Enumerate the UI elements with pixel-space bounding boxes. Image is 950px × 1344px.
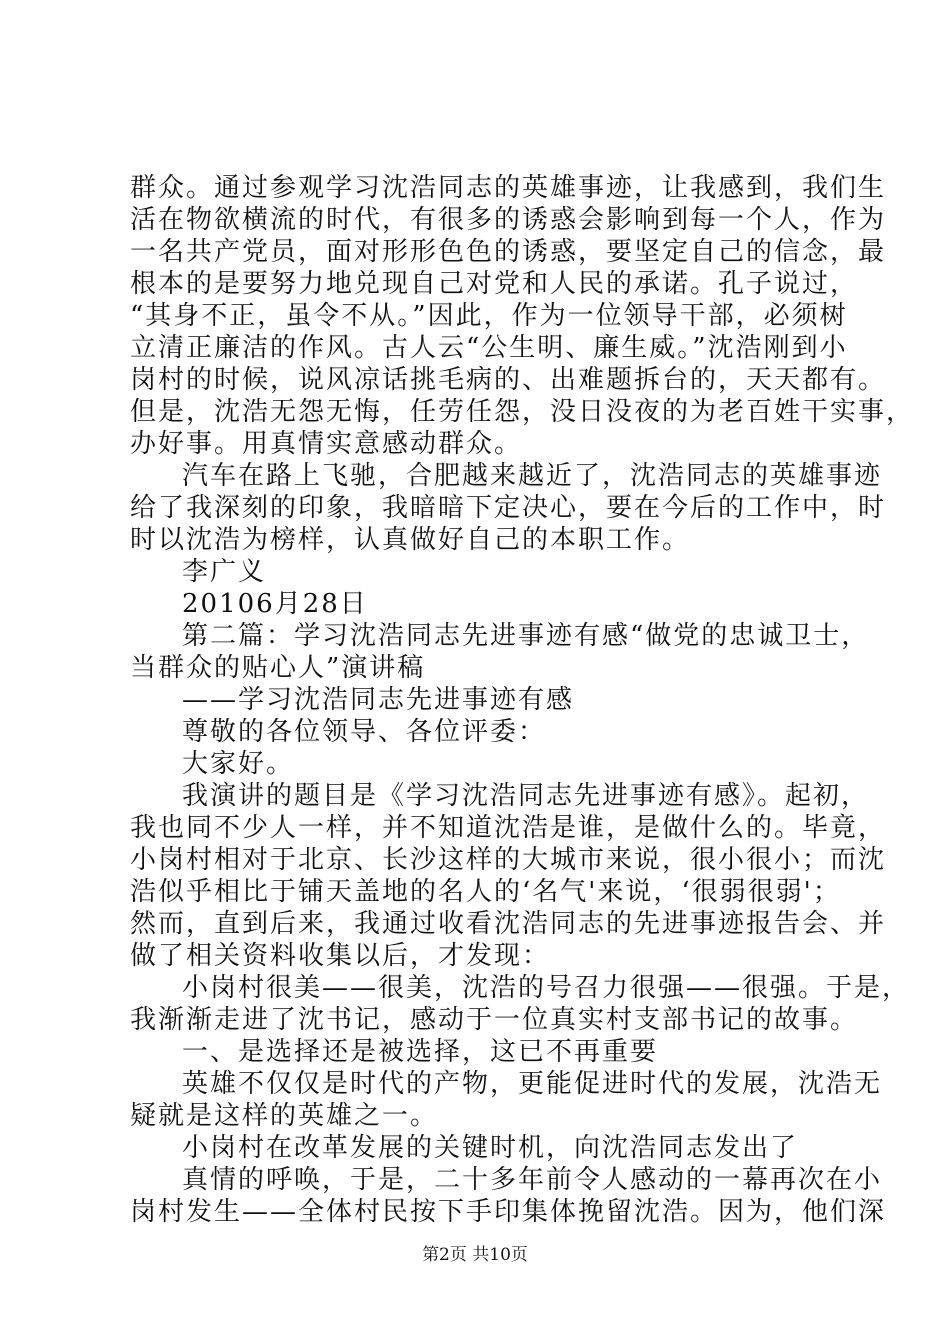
text-line: 一名共产党员，面对形形色色的诱惑，要坚定自己的信念，最 <box>130 237 887 267</box>
text-line: 立清正廉洁的作风。古人云“公生明、廉生威。”沈浩刚到小 <box>130 333 848 363</box>
text-line: 英雄不仅仅是时代的产物，更能促进时代的发展，沈浩无 <box>182 1069 883 1099</box>
text-line: 办好事。用真情实意感动群众。 <box>130 429 523 459</box>
text-line: 岗村的时候，说风凉话挑毛病的、出难题拆台的，天天都有。 <box>130 365 887 395</box>
text-line: 李广义 <box>182 557 267 587</box>
text-line: 我也同不少人一样，并不知道沈浩是谁，是做什么的。毕竟， <box>130 813 887 843</box>
text-line: 小岗村很美——很美，沈浩的号召力很强——很强。于是， <box>182 973 911 1003</box>
text-line: 但是，沈浩无怨无悔，任劳任怨，没日没夜的为老百姓干实事， <box>130 397 915 427</box>
text-line: 大家好。 <box>182 749 295 779</box>
page-footer: 第2页 共10页 <box>422 1245 528 1265</box>
text-line: 然而，直到后来，我通过收看沈浩同志的先进事迹报告会、并 <box>130 909 887 939</box>
text-line: 给了我深刻的印象，我暗暗下定决心，要在今后的工作中，时 <box>130 493 887 523</box>
text-line: ——学习沈浩同志先进事迹有感 <box>182 685 575 715</box>
text-line: 活在物欲横流的时代，有很多的诱惑会影响到每一个人，作为 <box>130 205 887 235</box>
text-line: 当群众的贴心人”演讲稿 <box>130 653 426 683</box>
text-line: 做了相关资料收集以后，才发现： <box>130 941 551 971</box>
text-line: 时以沈浩为榜样，认真做好自己的本职工作。 <box>130 525 691 555</box>
text-line: 我渐渐走进了沈书记，感动于一位真实村支部书记的故事。 <box>130 1005 859 1035</box>
text-line: 真情的呼唤，于是，二十多年前令人感动的一幕再次在小 <box>182 1165 883 1195</box>
text-line: 第二篇：学习沈浩同志先进事迹有感“做党的忠诚卫士， <box>182 621 870 651</box>
text-line: 我演讲的题目是《学习沈浩同志先进事迹有感》。起初， <box>182 781 870 811</box>
document-body <box>130 172 915 1228</box>
text-line: 小岗村在改革发展的关键时机，向沈浩同志发出了 <box>182 1133 799 1163</box>
text-line: 浩似乎相比于铺天盖地的名人的‘名气'来说，‘很弱很弱'； <box>130 877 841 907</box>
text-line: 小岗村相对于北京、长沙这样的大城市来说，很小很小；而沈 <box>130 845 887 875</box>
text-line: 20106月28日 <box>182 589 368 619</box>
text-line: 岗村发生——全体村民按下手印集体挽留沈浩。因为，他们深 <box>130 1197 887 1227</box>
text-line: 一、是选择还是被选择，这已不再重要 <box>182 1037 659 1067</box>
text-line: 根本的是要努力地兑现自己对党和人民的承诺。孔子说过， <box>130 269 859 299</box>
text-line: 疑就是这样的英雄之一。 <box>130 1101 439 1131</box>
text-line: 汽车在路上飞驰，合肥越来越近了，沈浩同志的英雄事迹 <box>182 461 883 491</box>
text-line: 群众。通过参观学习沈浩同志的英雄事迹，让我感到，我们生 <box>130 173 887 203</box>
text-line: 尊敬的各位领导、各位评委： <box>182 717 547 747</box>
text-line: “其身不正，虽令不从。”因此，作为一位领导干部，必须树 <box>130 301 848 331</box>
